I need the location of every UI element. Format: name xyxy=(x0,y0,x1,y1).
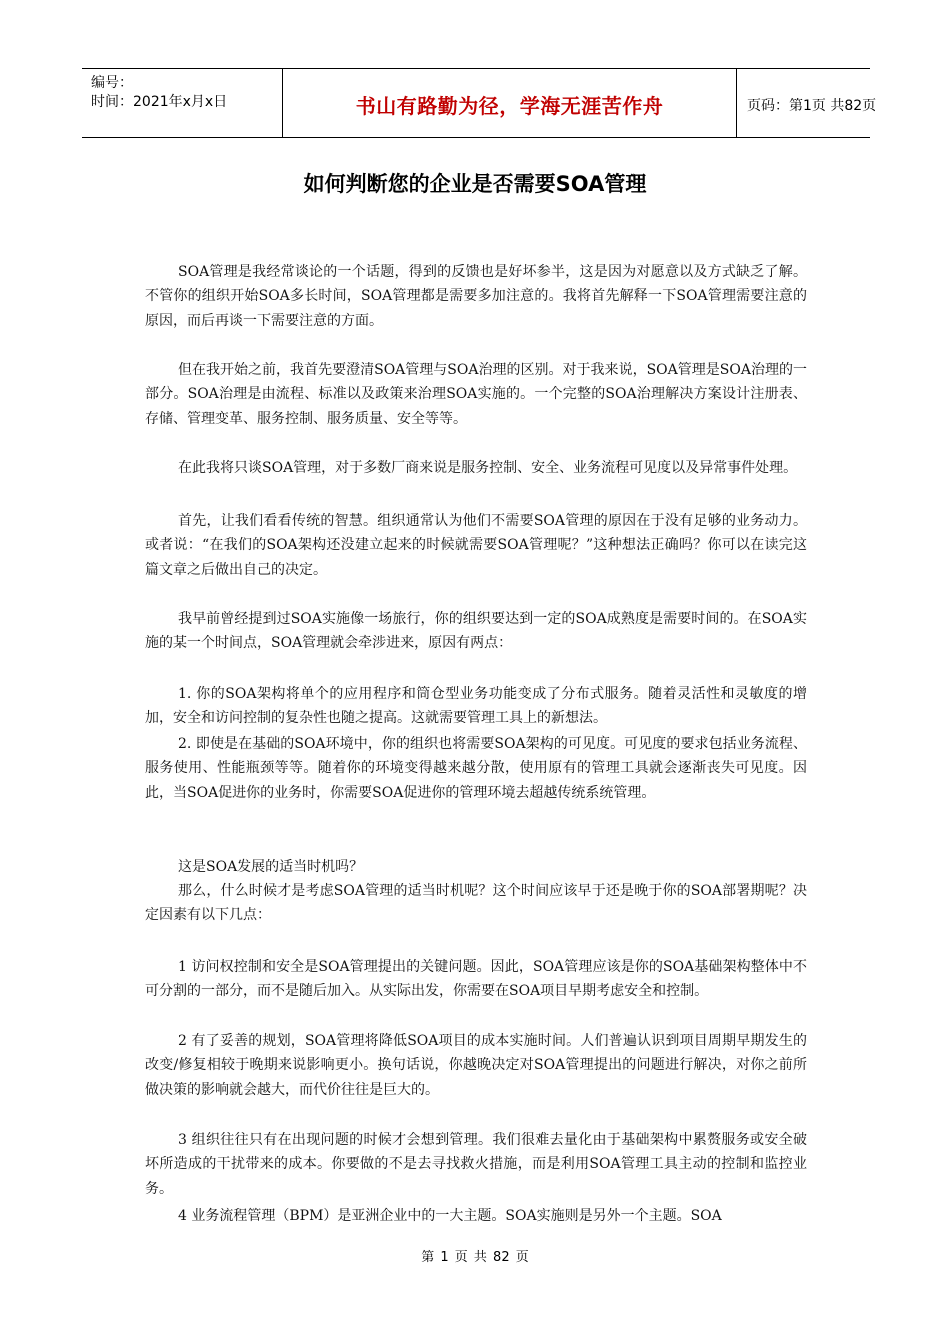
paragraph: 我早前曾经提到过SOA实施像一场旅行，你的组织要达到一定的SOA成熟度是需要时间的。在SOA实施的某一个时间点，SOA管理就会牵涉进来，原因有两点： xyxy=(145,611,807,652)
paragraph: 2. 即使是在基础的SOA环境中，你的组织也将需要SOA架构的可见度。可见度的要求包括业务流程、服务使用、性能瓶颈等等。随着你的环境变得越来越分散，使用原有的管理工具就会逐渐丧失可见度。因此，当SOA促进你的业务时，你需要SOA促进你的管理环境去超越传统系统管理。 xyxy=(145,736,807,801)
paragraph: 在此我将只谈SOA管理，对于多数厂商来说是服务控制、安全、业务流程可见度以及异常事件处理。 xyxy=(178,460,798,476)
paragraph: 这是SOA发展的适当时机吗？ xyxy=(178,859,364,875)
header-page-info: 页码：第1页 共82页 xyxy=(747,98,877,114)
header-motto-cell xyxy=(282,69,737,137)
header-page-cell xyxy=(736,69,877,137)
document-title: 如何判断您的企业是否需要SOA管理 xyxy=(303,172,647,196)
document-number-label: 编号： xyxy=(91,75,133,91)
paragraph: 1 访问权控制和安全是SOA管理提出的关键问题。因此，SOA管理应该是你的SOA基础架构整体中不可分割的一部分，而不是随后加入。从实际出发，你需要在SOA项目早期考虑安全和控制。 xyxy=(145,959,807,1000)
paragraph: 首先，让我们看看传统的智慧。组织通常认为他们不需要SOA管理的原因在于没有足够的业务动力。或者说：“在我们的SOA架构还没建立起来的时候就需要SOA管理呢？”这种想法正确吗？你可以在读完这篇文章之后做出自己的决定。 xyxy=(145,513,807,578)
paragraph: 4 业务流程管理（BPM）是亚洲企业中的一大主题。SOA实施则是另外一个主题。SOA xyxy=(178,1208,722,1224)
page-footer: 第 1 页 共 82 页 xyxy=(421,1250,529,1265)
paragraph: 2 有了妥善的规划，SOA管理将降低SOA项目的成本实施时间。人们普遍认识到项目周期早期发生的改变/修复相较于晚期来说影响更小。换句话说，你越晚决定对SOA管理提出的问题进行解决，对你之前所做决策的影响就会越大，而代价往往是巨大的。 xyxy=(145,1033,807,1098)
header-motto: 书山有路勤为径，学海无涯苦作舟 xyxy=(355,94,664,118)
document-header xyxy=(82,68,877,138)
header-meta-cell xyxy=(82,69,282,137)
paragraph: 那么，什么时候才是考虑SOA管理的适当时机呢？这个时间应该早于还是晚于你的SOA部署期呢？决定因素有以下几点： xyxy=(145,883,807,924)
paragraph: 但在我开始之前，我首先要澄清SOA管理与SOA治理的区别。对于我来说，SOA管理是SOA治理的一部分。SOA治理是由流程、标准以及政策来治理SOA实施的。一个完整的SOA治理解决方案设计注册表、存储、管理变革、服务控制、服务质量、安全等等。 xyxy=(145,362,807,427)
paragraph: 1. 你的SOA架构将单个的应用程序和筒仓型业务功能变成了分布式服务。随着灵活性和灵敏度的增加，安全和访问控制的复杂性也随之提高。这就需要管理工具上的新想法。 xyxy=(145,686,807,727)
paragraph: SOA管理是我经常谈论的一个话题，得到的反馈也是好坏参半，这是因为对愿意以及方式缺乏了解。不管你的组织开始SOA多长时间，SOA管理都是需要多加注意的。我将首先解释一下SOA管理需要注意的原因，而后再谈一下需要注意的方面。 xyxy=(145,264,807,329)
paragraph: 3 组织往往只有在出现问题的时候才会想到管理。我们很难去量化由于基础架构中累赘服务或安全破坏所造成的干扰带来的成本。你要做的不是去寻找救火措施，而是利用SOA管理工具主动的控制和监控业务。 xyxy=(145,1132,807,1197)
document-date-label: 时间：2021年x月x日 xyxy=(91,94,228,110)
